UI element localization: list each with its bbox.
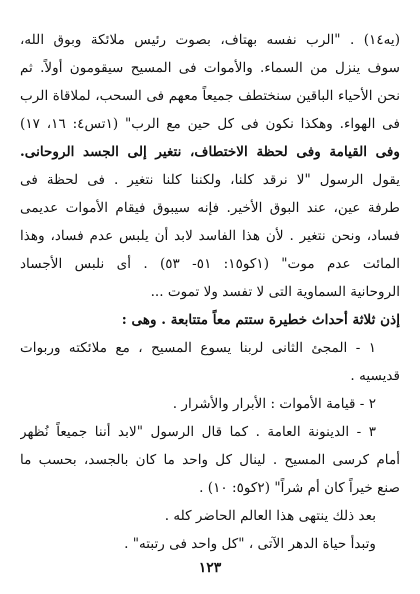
text-line: نحن الأحياء الباقين سنختطف جميعاً معهم فى السحب، لملاقاة الرب [20,88,400,104]
text-line: الروحانية السماوية التى لا تفسد ولا تموت ... [150,284,400,300]
text-line: صنع خيراً كان أم شراً" (٢كو٥: ١٠) . [199,480,400,496]
text-line: بعد ذلك ينتهى هذا العالم الحاضر كله . [164,508,376,524]
text-line: المائت عدم موت" (١كو١٥: ٥١- ٥٣) . أى نلبس الأجساد [20,256,400,272]
text-line: سوف ينزل من السماء. والأموات فى المسيح سيقومون أولاً. ثم [20,60,400,76]
list-item-1: ١ - المجئ الثانى لربنا يسوع المسيح ، مع ملائكته وربوات [20,340,376,356]
text-line: يقول الرسول "لا نرقد كلنا، ولكننا كلنا نتغير . فى لحظة فى [20,172,400,188]
list-item-2: ٢ - قيامة الأموات : الأبرار والأشرار . [172,396,376,412]
text-line: (يه١٤) . "الرب نفسه بهتاف، بصوت رئيس ملائكة وبوق الله، [20,32,400,48]
text-line: فساد، ونحن نتغير . لأن هذا الفاسد لابد أن يلبس عدم فساد، وهذا [20,228,400,244]
text-line: فى الهواء. وهكذا نكون فى كل حين مع الرب" (١تس٤: ١٦، ١٧) [20,116,400,132]
text-line: طرفة عين، عند البوق الأخير. فإنه سيبوق فيقام الأموات عديمى [20,200,400,216]
section-heading: إذن ثلاثة أحداث خطيرة ستتم معاً متتابعة . وهى : [121,312,400,328]
bold-statement: وفى القيامة وفى لحظة الاختطاف، نتغير إلى الجسد الروحانى. [20,144,400,160]
text-line: قديسيه . [350,368,400,384]
page-number: ١٢٣ [198,560,222,576]
text-line: أمام كرسى المسيح . لينال كل واحد ما كان بالجسد، بحسب ما [20,452,400,468]
text-line: وتبدأ حياة الدهر الآتى ، "كل واحد فى رتبته" . [124,536,376,552]
list-item-3: ٣ - الدينونة العامة . كما قال الرسول "لابد أننا جميعاً نُظهر [20,424,376,440]
